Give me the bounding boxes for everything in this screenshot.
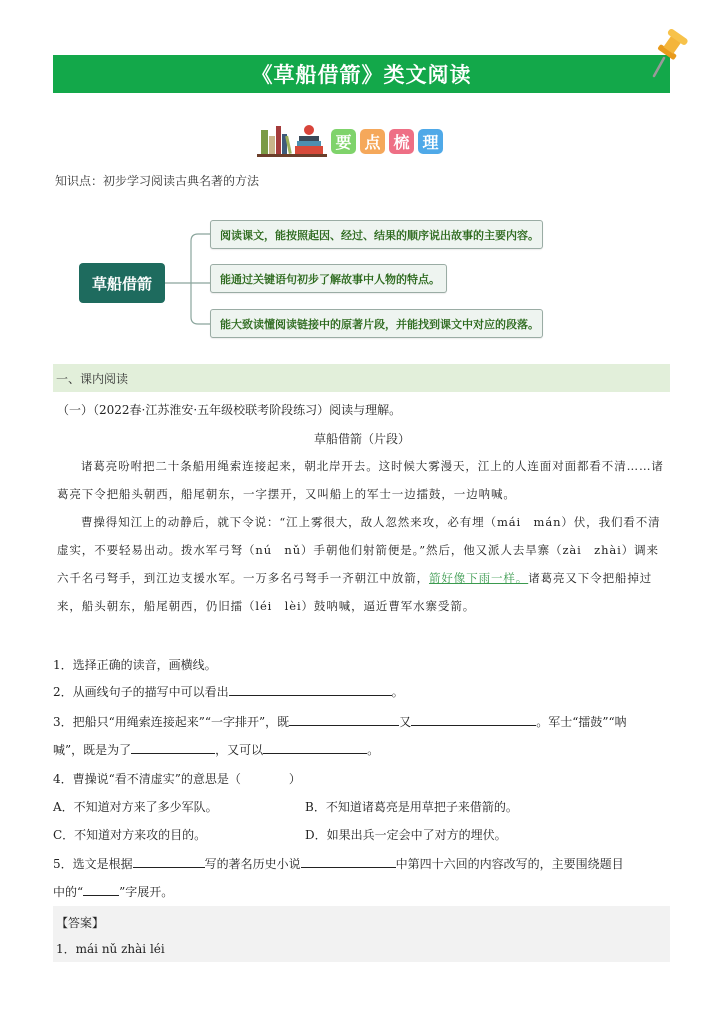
question-text: ，又可以 [215,743,264,757]
question-5-line-2 [53,883,173,900]
badge-char-shu: 梳 [389,129,414,154]
question-text: 又 [399,715,412,729]
question-5-line-1 [53,855,624,872]
answer-blank[interactable] [229,684,392,696]
mind-map [53,200,573,350]
mind-map-root: 草船借箭 [79,263,165,303]
badge-char-yao: 要 [331,129,356,154]
paragraph-text: 诸葛亮又下令把船掉过来，船头朝东，船尾朝西，仍旧擂（léi lèi）鼓呐喊，逼近曹军水寨受箭。 [57,571,653,613]
question-text: 中的“ [53,885,84,899]
answer-blank[interactable] [263,742,367,754]
answer-1: 1．mái nǔ zhài léi [56,942,165,956]
question-3-line-2 [53,741,379,758]
mind-map-node: 能通过关键语句初步了解故事中人物的特点。 [210,264,447,293]
question-text: 5．选文是根据 [53,857,133,871]
question-text: 喊”，既是为了 [53,743,132,757]
passage-title: 草船借箭（片段） [313,432,410,446]
mind-map-node: 能大致读懂阅读链接中的原著片段，并能找到课文中对应的段落。 [210,309,543,338]
question-text: 中第四十六回的内容改写的，主要围绕题目 [395,857,624,871]
pushpin-icon [644,28,688,80]
mind-map-node: 阅读课文，能按照起因、经过、结果的顺序说出故事的主要内容。 [210,220,543,249]
option-c[interactable]: C．不知道对方来攻的目的。 [53,828,207,842]
badge-char-li: 理 [418,129,443,154]
paragraph-text: 曹操得知江上的动静后，就下令说：“江上雾很大，敌人忽然来攻，必有埋（mái mán）伏，我们看不清虚实，不要轻易出动。拨水军弓弩（nú nǔ）手朝他们射箭便是。”然后，他又派人去旱寨（zài zhài）调来六千名弓弩手，到江边支援水军。一万多名弓弩手一齐朝江中放箭， [57,515,661,585]
question-text: 3．把船只“用绳索连接起来”“一字排开”，既 [53,715,290,729]
answer-blank[interactable] [289,714,399,726]
question-text: 写的著名历史小说 [204,857,301,871]
question-text: 。军士“擂鼓”“呐 [536,715,627,729]
knowledge-point: 知识点：初步学习阅读古典名著的方法 [55,174,260,188]
option-d[interactable]: D．如果出兵一定会中了对方的埋伏。 [305,828,507,842]
passage-paragraph-1: 诸葛亮吩咐把二十条船用绳索连接起来，朝北岸开去。这时候大雾漫天，江上的人连面对面都看不清……诸葛亮下令把船头朝西，船尾朝东，一字摆开，又叫船上的军士一边擂鼓，一边呐喊。 [57,459,664,501]
answer-section [53,906,670,962]
page-title: 《草船借箭》类文阅读 [251,63,472,87]
option-a[interactable]: A．不知道对方来了多少军队。 [53,800,218,814]
option-b[interactable]: B．不知道诸葛亮是用草把子来借箭的。 [305,800,518,814]
question-source: （一）（2022春·江苏淮安·五年级校联考阶段练习）阅读与理解。 [57,403,402,417]
title-banner [53,55,670,93]
underlined-sentence: 箭好像下雨一样。 [429,571,529,585]
answer-blank[interactable] [301,856,396,868]
question-2 [53,683,404,700]
answer-blank[interactable] [133,856,205,868]
books-icon [257,122,327,158]
question-text: ”字展开。 [119,885,174,899]
question-1: 1．选择正确的读音，画横线。 [53,658,217,672]
question-4: 4．曹操说“看不清虚实”的意思是（ ） [53,772,301,786]
question-text: 。 [367,743,380,757]
question-text: 。 [391,685,404,699]
answer-blank[interactable] [83,884,119,896]
answer-blank[interactable] [411,714,536,726]
badge-char-dian: 点 [360,129,385,154]
question-3-line-1 [53,713,627,730]
key-points-badge [257,122,443,158]
section-header: 一、课内阅读 [53,364,670,392]
passage-paragraph-2 [57,508,669,620]
question-text: 2．从画线句子的描写中可以看出 [53,685,229,699]
answer-header: 【答案】 [56,916,105,930]
answer-blank[interactable] [131,742,215,754]
